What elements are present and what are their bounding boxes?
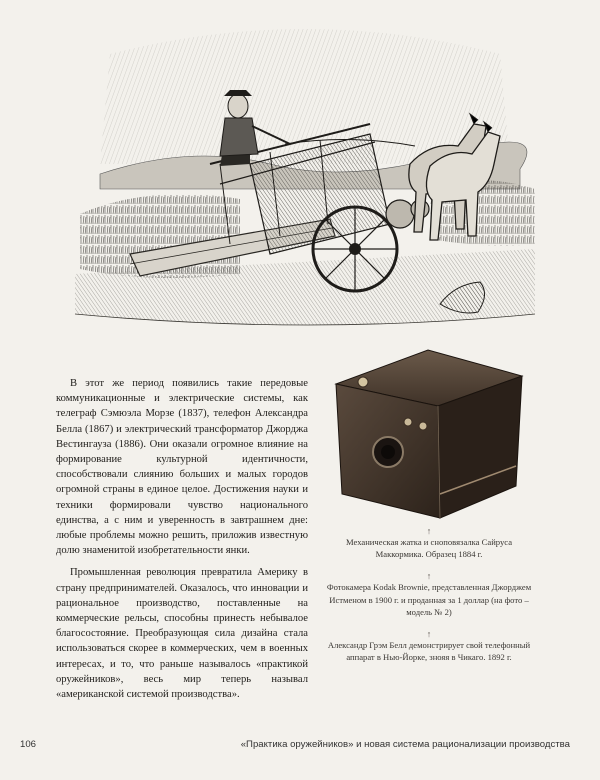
reaper-engraving-image	[70, 14, 540, 336]
body-paragraph-2: Промышленная революция превратила Америку в страну предпринимателей. Оказалось, что инновации и рациональное производство, поставленные на коммерческие рельсы, способны принесть небывалое благосостояние. Преобразующая сила дизайна стала использоваться скорее в коммерческих, чем в военных интересах, и то, что раньше называлось «практикой оружейников», весь мир теперь называл «американской системой производства».	[56, 567, 308, 701]
captions	[326, 526, 532, 674]
caption-reaper	[326, 526, 532, 560]
caption-text: Фотокамера Kodak Brownie, представленная Джорджем Истменом в 1900 г. и проданная за 1 доллар (на фото – модель № 2)	[326, 582, 532, 617]
caption-arrow-icon: ↑	[426, 629, 432, 640]
caption-camera	[326, 571, 532, 618]
page-number: 106	[20, 739, 37, 750]
caption-arrow-icon: ↑	[426, 526, 432, 536]
body-paragraph-1: В этот же период появились такие передовые коммуникационные и электрические системы, как телеграф Сэмюэла Морзе (1837), телефон Александра Белла (1867) и электрический трансформатор Джорджа Вестингауза (1886). Они оказали огромное влияние на формирование культурной идентичности, способствовали слиянию больших и малых городов огромной страны в единое целое. Достижения науки и техники формировали чувство национального единства, а с ним и уверенность в завтрашнем дне: любые проблемы можно решить, приложив известную долю знаменитой изобретательности янки.	[56, 378, 308, 557]
caption-bell	[326, 629, 532, 663]
caption-text: Александр Грэм Белл демонстрирует свой телефонный аппарат в Нью-Йорке, знояя в Чикаго. 1892 г.	[327, 640, 531, 663]
body-text	[56, 376, 308, 702]
caption-arrow-icon: ↑	[426, 571, 432, 582]
running-title: «Практика оружейников» и новая система рационализации производства	[240, 739, 570, 750]
caption-text: Механическая жатка и сноповязалка Сайруса Маккормика. Образец 1884 г.	[345, 537, 513, 560]
kodak-camera-photo	[328, 344, 528, 520]
